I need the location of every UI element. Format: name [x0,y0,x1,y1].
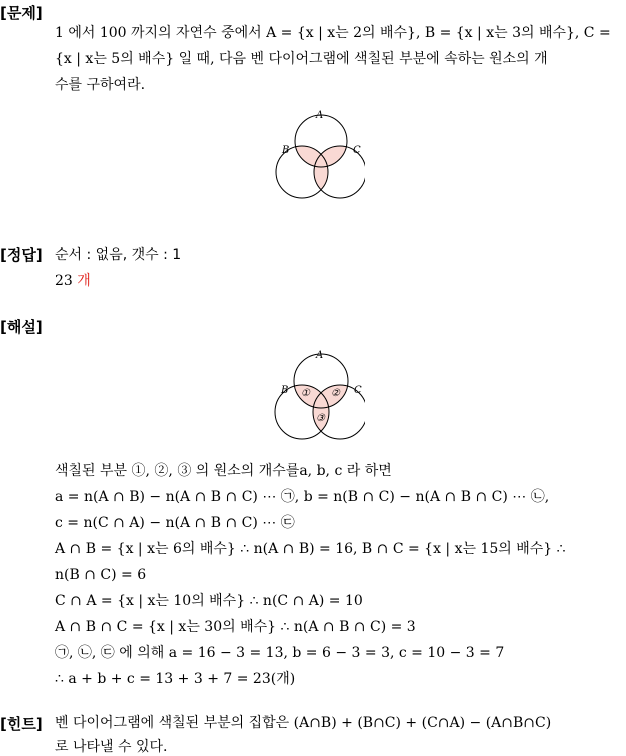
solution-line-2: a = n(A ∩ B) − n(A ∩ B ∩ C) ⋯ ㉠, b = n(B ∩ C) − n(A ∩ B ∩ C) ⋯ ㉡, [55,489,550,505]
solution-line-1: 색칠된 부분 ①, ②, ③ 의 원소의 개수를a, b, c 라 하면 [55,463,392,479]
answer-value: 23 [55,273,73,289]
answer-header: [정답] [0,246,43,264]
region-label-2: ② [331,388,340,399]
set-label-b: B [281,385,289,396]
hint-line-1: 벤 다이어그램에 색칠된 부분의 집합은 (A∩B) + (B∩C) + (C∩A) − (A∩B∩C) [55,715,552,731]
answer-line-1: 순서 : 없음, 갯수 : 1 [55,247,182,263]
region-label-3: ③ [316,413,325,424]
set-label-c: C [354,385,362,396]
solution-line-8: ㉠, ㉡, ㉢ 에 의해 a = 16 − 3 = 13, b = 6 − 3 = 3, c = 10 − 3 = 7 [55,645,505,661]
solution-line-3: c = n(C ∩ A) − n(A ∩ B ∩ C) ⋯ ㉢ [55,515,295,531]
hint-header: [힌트] [0,715,43,733]
solution-line-9: ∴ a + b + c = 13 + 3 + 7 = 23(개) [55,671,296,687]
problem-line-1: 1 에서 100 까지의 자연수 중에서 A = {x | x는 2의 배수}, B = {x | x는 3의 배수}, C = [55,25,611,41]
region-label-1: ① [301,388,310,399]
venn-diagram-problem [265,105,365,205]
set-label-a: A [316,350,324,361]
venn-diagram-solution [265,342,365,447]
set-label-a: A [316,110,324,121]
problem-line-3: 수를 구하여라. [55,77,146,93]
set-label-c: C [353,145,361,156]
answer-line-2 [55,272,91,290]
hint-line-2: 로 나타낼 수 있다. [55,739,168,755]
solution-header: [해설] [0,318,43,336]
solution-line-5: n(B ∩ C) = 6 [55,567,147,583]
solution-line-6: C ∩ A = {x | x는 10의 배수} ∴ n(C ∩ A) = 10 [55,593,363,609]
solution-line-4: A ∩ B = {x | x는 6의 배수} ∴ n(A ∩ B) = 16, B ∩ C = {x | x는 15의 배수} ∴ [55,541,566,557]
solution-line-7: A ∩ B ∩ C = {x | x는 30의 배수} ∴ n(A ∩ B ∩ C) = 3 [55,619,416,635]
problem-header: [문제] [0,4,43,22]
answer-unit: 개 [77,273,91,289]
set-label-b: B [282,145,290,156]
problem-line-2: {x | x는 5의 배수} 일 때, 다음 벤 다이어그램에 색칠된 부분에 속하는 원소의 개 [55,51,548,67]
